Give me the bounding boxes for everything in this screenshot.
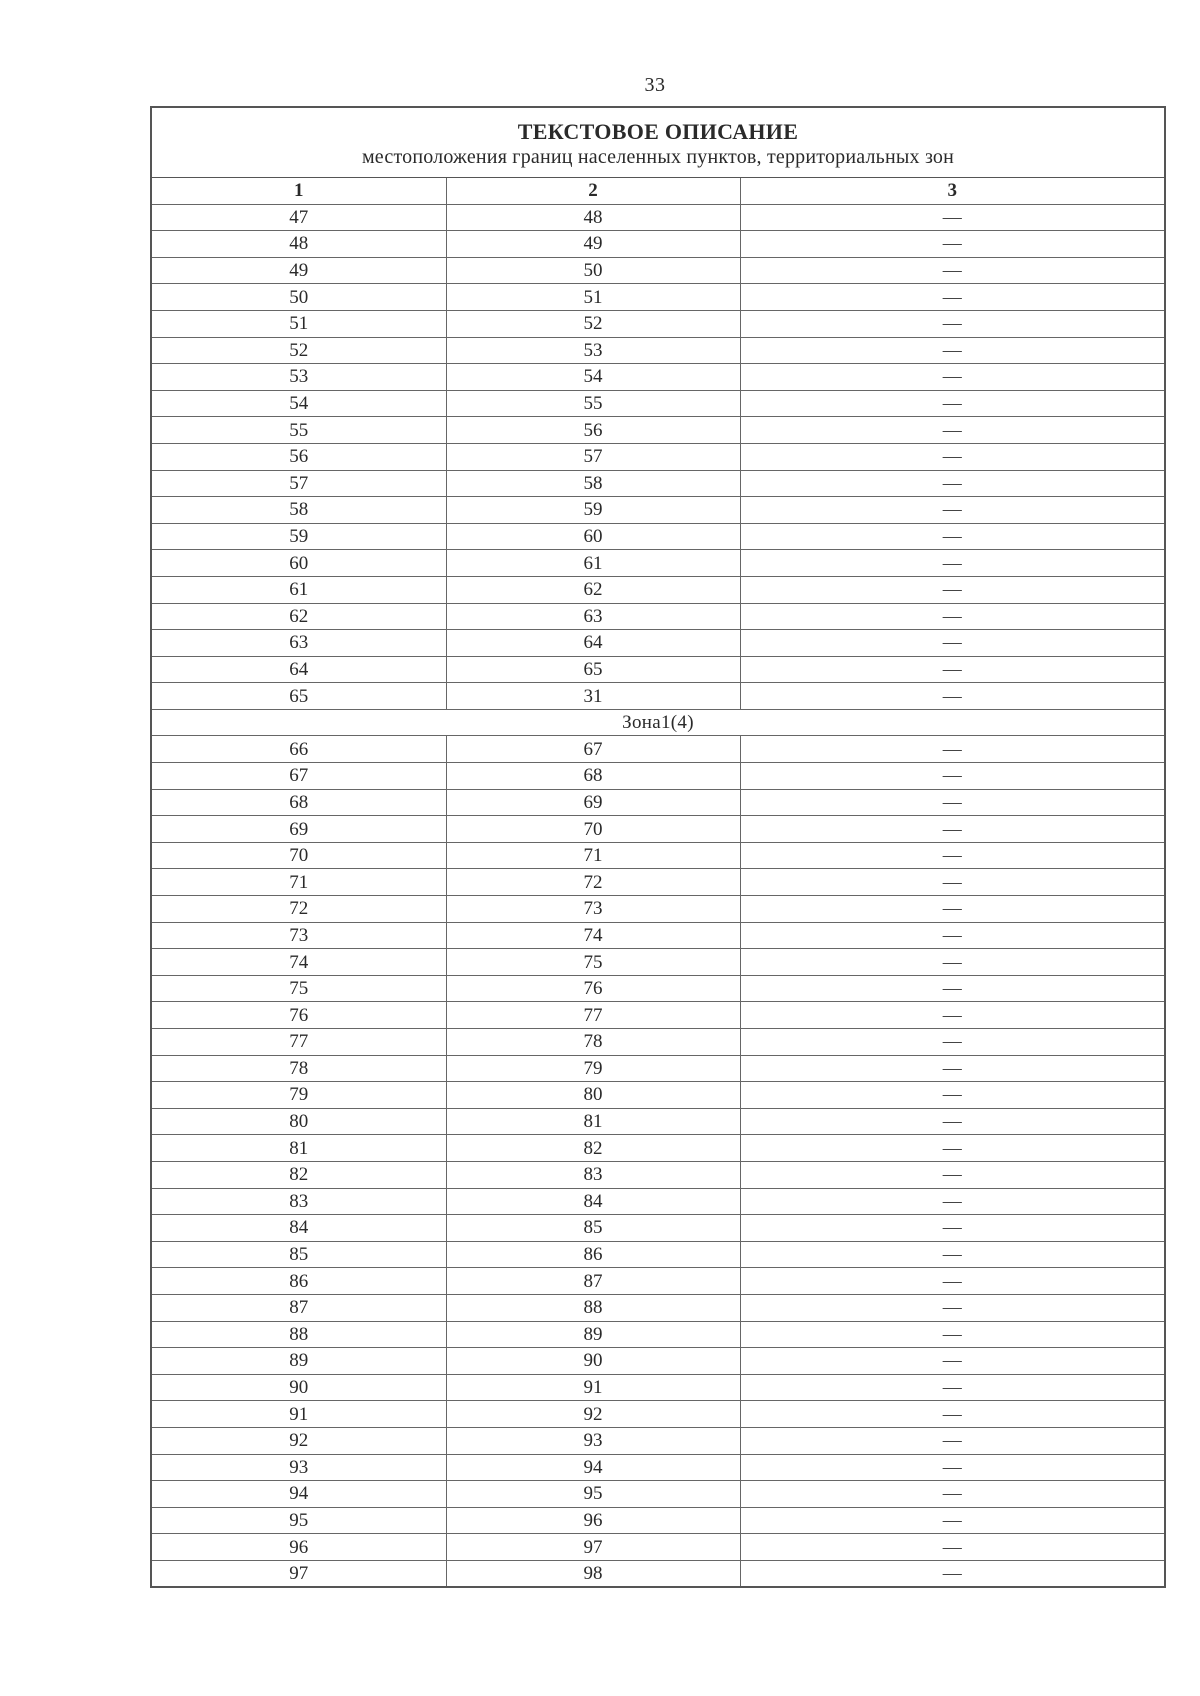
point-from-cell: 76 xyxy=(152,1002,446,1029)
point-to-cell: 67 xyxy=(446,736,740,763)
description-cell: — xyxy=(740,1321,1164,1348)
point-to-cell: 78 xyxy=(446,1029,740,1056)
table-row xyxy=(152,1108,1164,1135)
table-row xyxy=(152,550,1164,577)
point-to-cell: 50 xyxy=(446,257,740,284)
page-number: 33 xyxy=(644,74,666,96)
table-row xyxy=(152,1268,1164,1295)
point-to-cell: 54 xyxy=(446,364,740,391)
description-cell: — xyxy=(740,310,1164,337)
point-from-cell: 78 xyxy=(152,1055,446,1082)
description-cell: — xyxy=(740,497,1164,524)
description-cell: — xyxy=(740,1188,1164,1215)
point-from-cell: 93 xyxy=(152,1454,446,1481)
description-cell: — xyxy=(740,1108,1164,1135)
table-row xyxy=(152,231,1164,258)
point-from-cell: 68 xyxy=(152,789,446,816)
point-from-cell: 64 xyxy=(152,656,446,683)
description-cell: — xyxy=(740,257,1164,284)
table-row xyxy=(152,975,1164,1002)
point-from-cell: 53 xyxy=(152,364,446,391)
point-from-cell: 62 xyxy=(152,603,446,630)
table-row xyxy=(152,896,1164,923)
description-cell: — xyxy=(740,1560,1164,1586)
description-cell: — xyxy=(740,1348,1164,1375)
description-cell: — xyxy=(740,1002,1164,1029)
point-from-cell: 84 xyxy=(152,1215,446,1242)
point-from-cell: 90 xyxy=(152,1374,446,1401)
point-to-cell: 89 xyxy=(446,1321,740,1348)
table-body xyxy=(152,204,1164,1586)
point-to-cell: 48 xyxy=(446,204,740,231)
point-to-cell: 85 xyxy=(446,1215,740,1242)
point-to-cell: 77 xyxy=(446,1002,740,1029)
point-to-cell: 65 xyxy=(446,656,740,683)
point-from-cell: 51 xyxy=(152,310,446,337)
description-cell: — xyxy=(740,949,1164,976)
description-cell: — xyxy=(740,1534,1164,1561)
table-row xyxy=(152,1161,1164,1188)
point-from-cell: 79 xyxy=(152,1082,446,1109)
table-row xyxy=(152,1481,1164,1508)
table-row xyxy=(152,1055,1164,1082)
boundary-table xyxy=(152,178,1164,1586)
point-from-cell: 85 xyxy=(152,1241,446,1268)
description-cell: — xyxy=(740,975,1164,1002)
description-cell: — xyxy=(740,1294,1164,1321)
table-row xyxy=(152,1507,1164,1534)
table-row xyxy=(152,497,1164,524)
table-row xyxy=(152,922,1164,949)
point-to-cell: 53 xyxy=(446,337,740,364)
point-to-cell: 73 xyxy=(446,896,740,923)
point-from-cell: 69 xyxy=(152,816,446,843)
point-from-cell: 81 xyxy=(152,1135,446,1162)
point-to-cell: 95 xyxy=(446,1481,740,1508)
table-row xyxy=(152,470,1164,497)
table-row xyxy=(152,364,1164,391)
point-from-cell: 60 xyxy=(152,550,446,577)
description-cell: — xyxy=(740,922,1164,949)
point-to-cell: 76 xyxy=(446,975,740,1002)
table-row xyxy=(152,284,1164,311)
description-cell: — xyxy=(740,1082,1164,1109)
description-cell: — xyxy=(740,1507,1164,1534)
table-row xyxy=(152,1135,1164,1162)
point-to-cell: 81 xyxy=(446,1108,740,1135)
table-row xyxy=(152,1454,1164,1481)
point-to-cell: 70 xyxy=(446,816,740,843)
table-row xyxy=(152,576,1164,603)
point-to-cell: 98 xyxy=(446,1560,740,1586)
description-cell: — xyxy=(740,1055,1164,1082)
point-from-cell: 59 xyxy=(152,523,446,550)
point-from-cell: 54 xyxy=(152,390,446,417)
table-row xyxy=(152,789,1164,816)
table-row xyxy=(152,736,1164,763)
description-cell: — xyxy=(740,231,1164,258)
table-row xyxy=(152,1188,1164,1215)
description-cell: — xyxy=(740,1427,1164,1454)
point-to-cell: 64 xyxy=(446,630,740,657)
table-row xyxy=(152,1321,1164,1348)
description-cell: — xyxy=(740,789,1164,816)
point-to-cell: 86 xyxy=(446,1241,740,1268)
table-row xyxy=(152,683,1164,710)
point-to-cell: 79 xyxy=(446,1055,740,1082)
description-cell: — xyxy=(740,1454,1164,1481)
point-from-cell: 48 xyxy=(152,231,446,258)
point-to-cell: 90 xyxy=(446,1348,740,1375)
point-from-cell: 80 xyxy=(152,1108,446,1135)
point-to-cell: 74 xyxy=(446,922,740,949)
description-cell: — xyxy=(740,443,1164,470)
table-row xyxy=(152,1374,1164,1401)
point-to-cell: 88 xyxy=(446,1294,740,1321)
point-from-cell: 94 xyxy=(152,1481,446,1508)
description-cell: — xyxy=(740,337,1164,364)
table-row xyxy=(152,1082,1164,1109)
table-row xyxy=(152,204,1164,231)
point-from-cell: 82 xyxy=(152,1161,446,1188)
description-cell: — xyxy=(740,523,1164,550)
point-from-cell: 83 xyxy=(152,1188,446,1215)
table-row xyxy=(152,603,1164,630)
point-to-cell: 57 xyxy=(446,443,740,470)
table-row xyxy=(152,1534,1164,1561)
description-cell: — xyxy=(740,896,1164,923)
point-to-cell: 93 xyxy=(446,1427,740,1454)
description-cell: — xyxy=(740,390,1164,417)
point-to-cell: 59 xyxy=(446,497,740,524)
point-to-cell: 52 xyxy=(446,310,740,337)
point-from-cell: 50 xyxy=(152,284,446,311)
table-row xyxy=(152,417,1164,444)
table-row xyxy=(152,869,1164,896)
table-row xyxy=(152,1241,1164,1268)
table-row xyxy=(152,443,1164,470)
point-to-cell: 69 xyxy=(446,789,740,816)
point-from-cell: 65 xyxy=(152,683,446,710)
point-to-cell: 51 xyxy=(446,284,740,311)
column-header-1: 1 xyxy=(152,178,446,204)
table-row xyxy=(152,523,1164,550)
description-cell: — xyxy=(740,284,1164,311)
table-row xyxy=(152,842,1164,869)
point-from-cell: 75 xyxy=(152,975,446,1002)
point-from-cell: 57 xyxy=(152,470,446,497)
document-title: ТЕКСТОВОЕ ОПИСАНИЕ xyxy=(517,119,799,144)
description-cell: — xyxy=(740,842,1164,869)
point-from-cell: 61 xyxy=(152,576,446,603)
point-from-cell: 71 xyxy=(152,869,446,896)
point-from-cell: 70 xyxy=(152,842,446,869)
point-to-cell: 49 xyxy=(446,231,740,258)
point-from-cell: 88 xyxy=(152,1321,446,1348)
description-cell: — xyxy=(740,1029,1164,1056)
point-to-cell: 97 xyxy=(446,1534,740,1561)
table-row xyxy=(152,310,1164,337)
table-row xyxy=(152,390,1164,417)
description-cell: — xyxy=(740,364,1164,391)
point-to-cell: 68 xyxy=(446,763,740,790)
point-from-cell: 77 xyxy=(152,1029,446,1056)
point-from-cell: 55 xyxy=(152,417,446,444)
table-row xyxy=(152,816,1164,843)
description-cell: — xyxy=(740,1268,1164,1295)
point-to-cell: 63 xyxy=(446,603,740,630)
point-from-cell: 49 xyxy=(152,257,446,284)
description-cell: — xyxy=(740,1241,1164,1268)
table-row xyxy=(152,949,1164,976)
section-row xyxy=(152,709,1164,736)
column-header-row xyxy=(152,178,1164,204)
description-cell: — xyxy=(740,204,1164,231)
description-cell: — xyxy=(740,763,1164,790)
point-from-cell: 52 xyxy=(152,337,446,364)
point-to-cell: 60 xyxy=(446,523,740,550)
description-cell: — xyxy=(740,1481,1164,1508)
table-row xyxy=(152,656,1164,683)
description-cell: — xyxy=(740,1374,1164,1401)
table-row xyxy=(152,763,1164,790)
table-row xyxy=(152,1002,1164,1029)
point-to-cell: 61 xyxy=(446,550,740,577)
description-cell: — xyxy=(740,550,1164,577)
point-to-cell: 92 xyxy=(446,1401,740,1428)
table-row xyxy=(152,1029,1164,1056)
table-row xyxy=(152,1560,1164,1586)
description-cell: — xyxy=(740,603,1164,630)
point-from-cell: 91 xyxy=(152,1401,446,1428)
title-block xyxy=(152,108,1164,178)
document-subtitle: местоположения границ населенных пунктов, территориальных зон xyxy=(361,146,955,168)
point-to-cell: 80 xyxy=(446,1082,740,1109)
document-table-frame xyxy=(150,106,1166,1588)
description-cell: — xyxy=(740,1135,1164,1162)
point-from-cell: 56 xyxy=(152,443,446,470)
point-from-cell: 95 xyxy=(152,1507,446,1534)
point-to-cell: 31 xyxy=(446,683,740,710)
description-cell: — xyxy=(740,656,1164,683)
point-from-cell: 89 xyxy=(152,1348,446,1375)
point-to-cell: 56 xyxy=(446,417,740,444)
description-cell: — xyxy=(740,630,1164,657)
point-from-cell: 92 xyxy=(152,1427,446,1454)
point-to-cell: 55 xyxy=(446,390,740,417)
section-label: Зона1(4) xyxy=(152,709,1164,736)
point-to-cell: 58 xyxy=(446,470,740,497)
point-to-cell: 75 xyxy=(446,949,740,976)
point-from-cell: 86 xyxy=(152,1268,446,1295)
point-to-cell: 96 xyxy=(446,1507,740,1534)
description-cell: — xyxy=(740,576,1164,603)
description-cell: — xyxy=(740,816,1164,843)
point-to-cell: 62 xyxy=(446,576,740,603)
column-header-2: 2 xyxy=(446,178,740,204)
point-to-cell: 82 xyxy=(446,1135,740,1162)
table-row xyxy=(152,257,1164,284)
point-to-cell: 72 xyxy=(446,869,740,896)
table-row xyxy=(152,1401,1164,1428)
point-to-cell: 94 xyxy=(446,1454,740,1481)
point-from-cell: 58 xyxy=(152,497,446,524)
description-cell: — xyxy=(740,736,1164,763)
table-row xyxy=(152,337,1164,364)
description-cell: — xyxy=(740,683,1164,710)
description-cell: — xyxy=(740,470,1164,497)
point-to-cell: 83 xyxy=(446,1161,740,1188)
column-header-3: 3 xyxy=(740,178,1164,204)
point-from-cell: 87 xyxy=(152,1294,446,1321)
point-from-cell: 47 xyxy=(152,204,446,231)
point-from-cell: 63 xyxy=(152,630,446,657)
description-cell: — xyxy=(740,1161,1164,1188)
point-from-cell: 96 xyxy=(152,1534,446,1561)
point-from-cell: 97 xyxy=(152,1560,446,1586)
description-cell: — xyxy=(740,417,1164,444)
description-cell: — xyxy=(740,1215,1164,1242)
table-row xyxy=(152,1427,1164,1454)
point-to-cell: 87 xyxy=(446,1268,740,1295)
point-to-cell: 71 xyxy=(446,842,740,869)
table-row xyxy=(152,630,1164,657)
table-row xyxy=(152,1215,1164,1242)
point-from-cell: 66 xyxy=(152,736,446,763)
point-to-cell: 84 xyxy=(446,1188,740,1215)
description-cell: — xyxy=(740,869,1164,896)
table-row xyxy=(152,1348,1164,1375)
point-from-cell: 67 xyxy=(152,763,446,790)
point-from-cell: 74 xyxy=(152,949,446,976)
point-from-cell: 73 xyxy=(152,922,446,949)
point-to-cell: 91 xyxy=(446,1374,740,1401)
description-cell: — xyxy=(740,1401,1164,1428)
point-from-cell: 72 xyxy=(152,896,446,923)
table-row xyxy=(152,1294,1164,1321)
